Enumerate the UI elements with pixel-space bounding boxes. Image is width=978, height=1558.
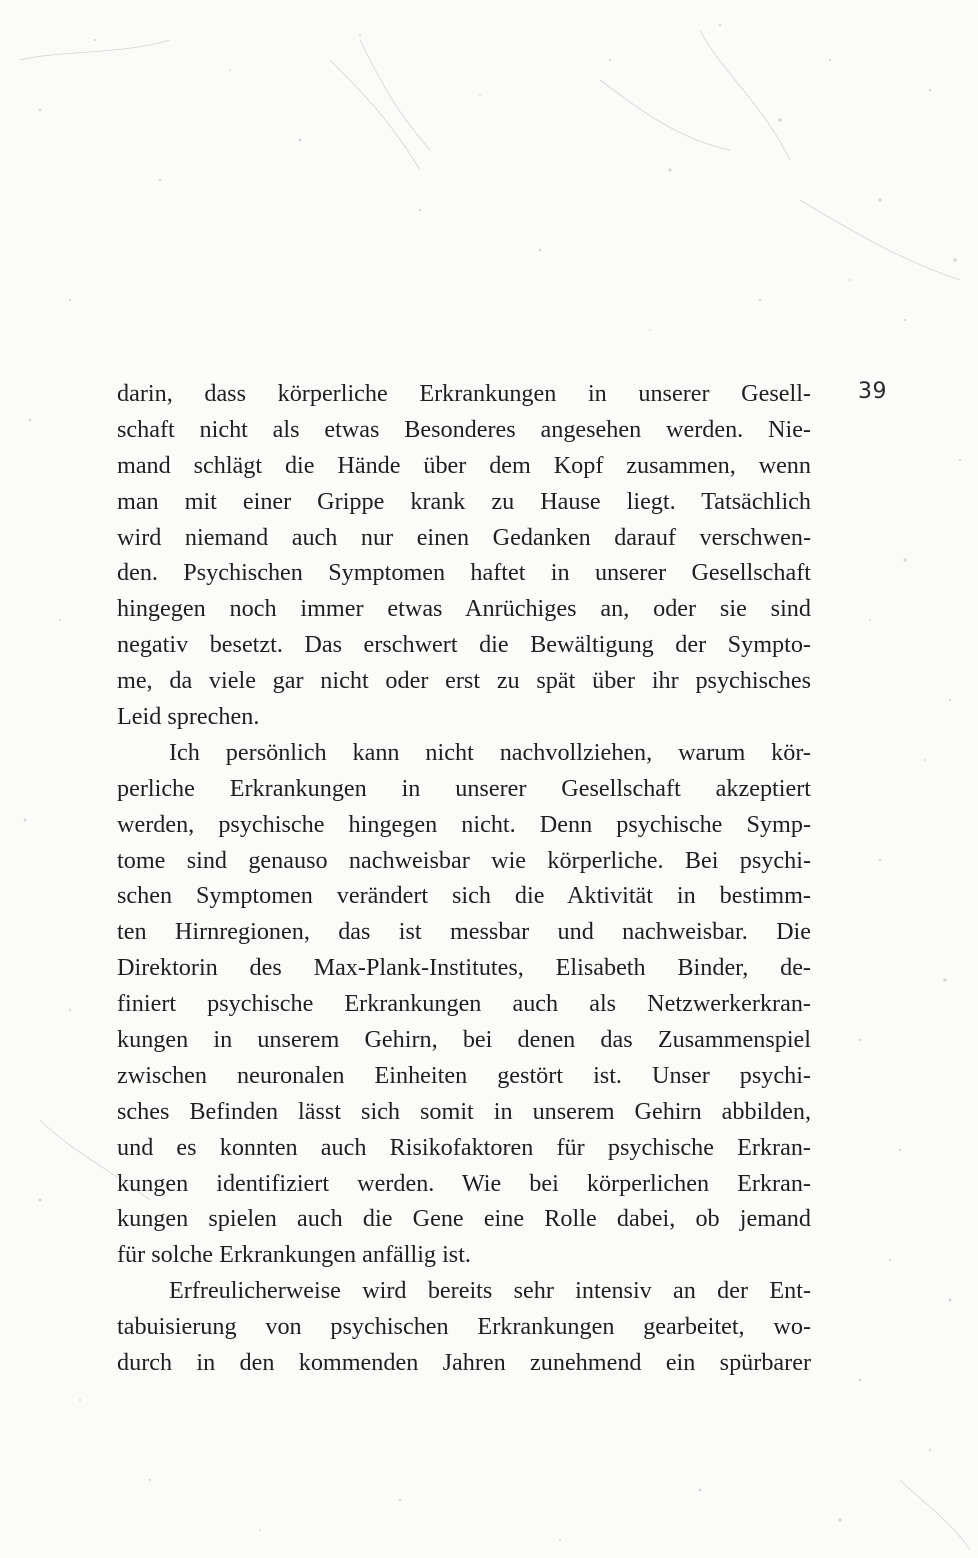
text-line: mand schlägt die Hände über dem Kopf zusammen, wenn [117,451,811,479]
text-line: kungen spielen auch die Gene eine Rolle dabei, ob jemand [117,1205,811,1233]
text-line: kungen identifiziert werden. Wie bei körperlichen Erkran- [117,1169,811,1197]
text-line: finiert psychische Erkrankungen auch als Netzwerkerkran- [117,990,811,1018]
text-line: schen Symptomen verändert sich die Aktivität in bestimm- [117,882,811,910]
text-line: kungen in unserem Gehirn, bei denen das Zusammenspiel [117,1026,811,1054]
text-line: me, da viele gar nicht oder erst zu spät über ihr psychisches [117,667,811,695]
text-line: den. Psychischen Symptomen haftet in unserer Gesellschaft [117,559,811,587]
page-number: 39 [858,379,887,404]
text-line: Direktorin des Max-Plank-Institutes, Elisabeth Binder, de- [117,954,811,982]
text-line: und es konnten auch Risikofaktoren für psychische Erkran- [117,1133,811,1161]
text-line: Leid sprechen. [117,703,260,731]
text-line: Ich persönlich kann nicht nachvollziehen, warum kör- [169,738,811,766]
text-line: zwischen neuronalen Einheiten gestört ist. Unser psychi- [117,1061,811,1089]
text-line: hingegen noch immer etwas Anrüchiges an, oder sie sind [117,595,811,623]
text-line: sches Befinden lässt sich somit in unserem Gehirn abbilden, [117,1097,811,1125]
text-line: werden, psychische hingegen nicht. Denn psychische Symp- [117,810,811,838]
text-line: schaft nicht als etwas Besonderes angesehen werden. Nie- [117,415,811,443]
text-line: durch in den kommenden Jahren zunehmend ein spürbarer [117,1349,811,1377]
text-line: wird niemand auch nur einen Gedanken darauf verschwen- [117,523,811,551]
text-line: negativ besetzt. Das erschwert die Bewältigung der Sympto- [117,631,811,659]
text-line: tome sind genauso nachweisbar wie körperliche. Bei psychi- [117,846,811,874]
text-line: perliche Erkrankungen in unserer Gesellschaft akzeptiert [117,774,811,802]
text-line: tabuisierung von psychischen Erkrankungen gearbeitet, wo- [117,1313,811,1341]
text-line: Erfreulicherweise wird bereits sehr intensiv an der Ent- [169,1277,811,1305]
text-line: darin, dass körperliche Erkrankungen in unserer Gesell- [117,380,811,407]
text-line: ten Hirnregionen, das ist messbar und nachweisbar. Die [117,918,811,946]
text-line: man mit einer Grippe krank zu Hause liegt. Tatsächlich [117,487,811,515]
text-line: für solche Erkrankungen anfällig ist. [117,1241,471,1269]
body-text [117,376,811,1381]
